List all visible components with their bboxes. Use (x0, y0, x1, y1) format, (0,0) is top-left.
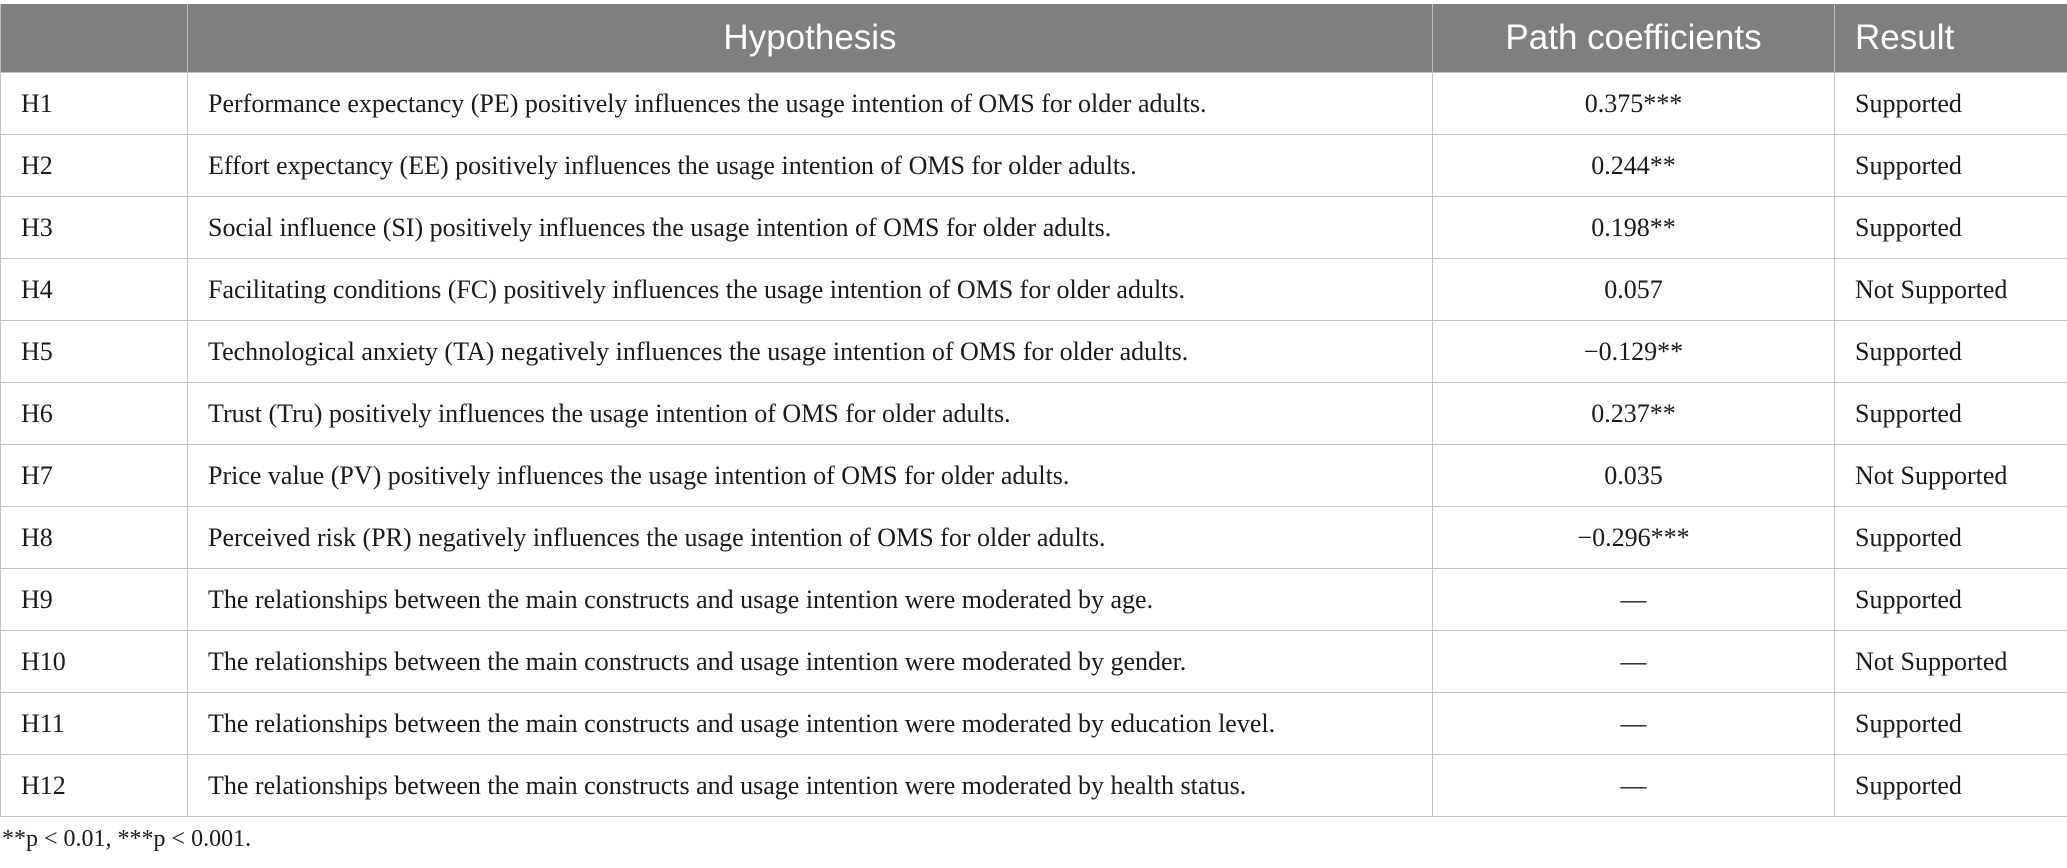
result-cell: Supported (1835, 507, 2067, 569)
header-path-coefficients: Path coefficients (1433, 4, 1835, 73)
table-row (1, 73, 2067, 135)
table-row (1, 259, 2067, 321)
hypothesis-text-cell: The relationships between the main constructs and usage intention were moderated by gender. (188, 631, 1433, 693)
table-body (1, 73, 2067, 817)
table-row (1, 693, 2067, 755)
hypothesis-text-cell: The relationships between the main constructs and usage intention were moderated by education level. (188, 693, 1433, 755)
path-coefficient-cell: — (1433, 755, 1835, 817)
table-row (1, 135, 2067, 197)
table-row (1, 321, 2067, 383)
result-cell: Supported (1835, 135, 2067, 197)
path-coefficient-cell: 0.375*** (1433, 73, 1835, 135)
path-coefficient-cell: −0.296*** (1433, 507, 1835, 569)
table-row (1, 383, 2067, 445)
result-cell: Supported (1835, 321, 2067, 383)
hypothesis-text-cell: The relationships between the main constructs and usage intention were moderated by health status. (188, 755, 1433, 817)
hypothesis-id-cell: H7 (1, 445, 188, 507)
hypothesis-results-table (0, 4, 2067, 817)
hypothesis-id-cell: H1 (1, 73, 188, 135)
hypothesis-id-cell: H9 (1, 569, 188, 631)
hypothesis-id-cell: H10 (1, 631, 188, 693)
table-row (1, 569, 2067, 631)
table-row (1, 507, 2067, 569)
result-cell: Supported (1835, 383, 2067, 445)
path-coefficient-cell: 0.237** (1433, 383, 1835, 445)
hypothesis-text-cell: Technological anxiety (TA) negatively influences the usage intention of OMS for older adults. (188, 321, 1433, 383)
result-cell: Not Supported (1835, 259, 2067, 321)
hypothesis-text-cell: Perceived risk (PR) negatively influences the usage intention of OMS for older adults. (188, 507, 1433, 569)
table-header-row (1, 4, 2067, 73)
hypothesis-id-cell: H2 (1, 135, 188, 197)
hypothesis-id-cell: H6 (1, 383, 188, 445)
result-cell: Supported (1835, 197, 2067, 259)
hypothesis-text-cell: The relationships between the main constructs and usage intention were moderated by age. (188, 569, 1433, 631)
hypothesis-text-cell: Facilitating conditions (FC) positively influences the usage intention of OMS for older adults. (188, 259, 1433, 321)
path-coefficient-cell: — (1433, 569, 1835, 631)
path-coefficient-cell: 0.244** (1433, 135, 1835, 197)
path-coefficient-cell: — (1433, 693, 1835, 755)
result-cell: Not Supported (1835, 445, 2067, 507)
result-cell: Supported (1835, 73, 2067, 135)
header-result: Result (1835, 4, 2067, 73)
result-cell: Supported (1835, 569, 2067, 631)
header-id (1, 4, 188, 73)
hypothesis-id-cell: H3 (1, 197, 188, 259)
table-row (1, 755, 2067, 817)
result-cell: Supported (1835, 755, 2067, 817)
table-footnote: **p < 0.01, ***p < 0.001. (2, 826, 252, 852)
hypothesis-id-cell: H5 (1, 321, 188, 383)
hypothesis-text-cell: Performance expectancy (PE) positively influences the usage intention of OMS for older adults. (188, 73, 1433, 135)
table-row (1, 445, 2067, 507)
hypothesis-id-cell: H8 (1, 507, 188, 569)
path-coefficient-cell: 0.057 (1433, 259, 1835, 321)
hypothesis-text-cell: Effort expectancy (EE) positively influences the usage intention of OMS for older adults. (188, 135, 1433, 197)
path-coefficient-cell: 0.035 (1433, 445, 1835, 507)
path-coefficient-cell: 0.198** (1433, 197, 1835, 259)
result-cell: Supported (1835, 693, 2067, 755)
hypothesis-text-cell: Trust (Tru) positively influences the usage intention of OMS for older adults. (188, 383, 1433, 445)
hypothesis-text-cell: Social influence (SI) positively influences the usage intention of OMS for older adults. (188, 197, 1433, 259)
header-hypothesis: Hypothesis (188, 4, 1433, 73)
hypothesis-table-container (0, 4, 2067, 817)
hypothesis-id-cell: H4 (1, 259, 188, 321)
table-row (1, 197, 2067, 259)
table-row (1, 631, 2067, 693)
result-cell: Not Supported (1835, 631, 2067, 693)
path-coefficient-cell: — (1433, 631, 1835, 693)
hypothesis-id-cell: H12 (1, 755, 188, 817)
hypothesis-id-cell: H11 (1, 693, 188, 755)
path-coefficient-cell: −0.129** (1433, 321, 1835, 383)
hypothesis-text-cell: Price value (PV) positively influences the usage intention of OMS for older adults. (188, 445, 1433, 507)
